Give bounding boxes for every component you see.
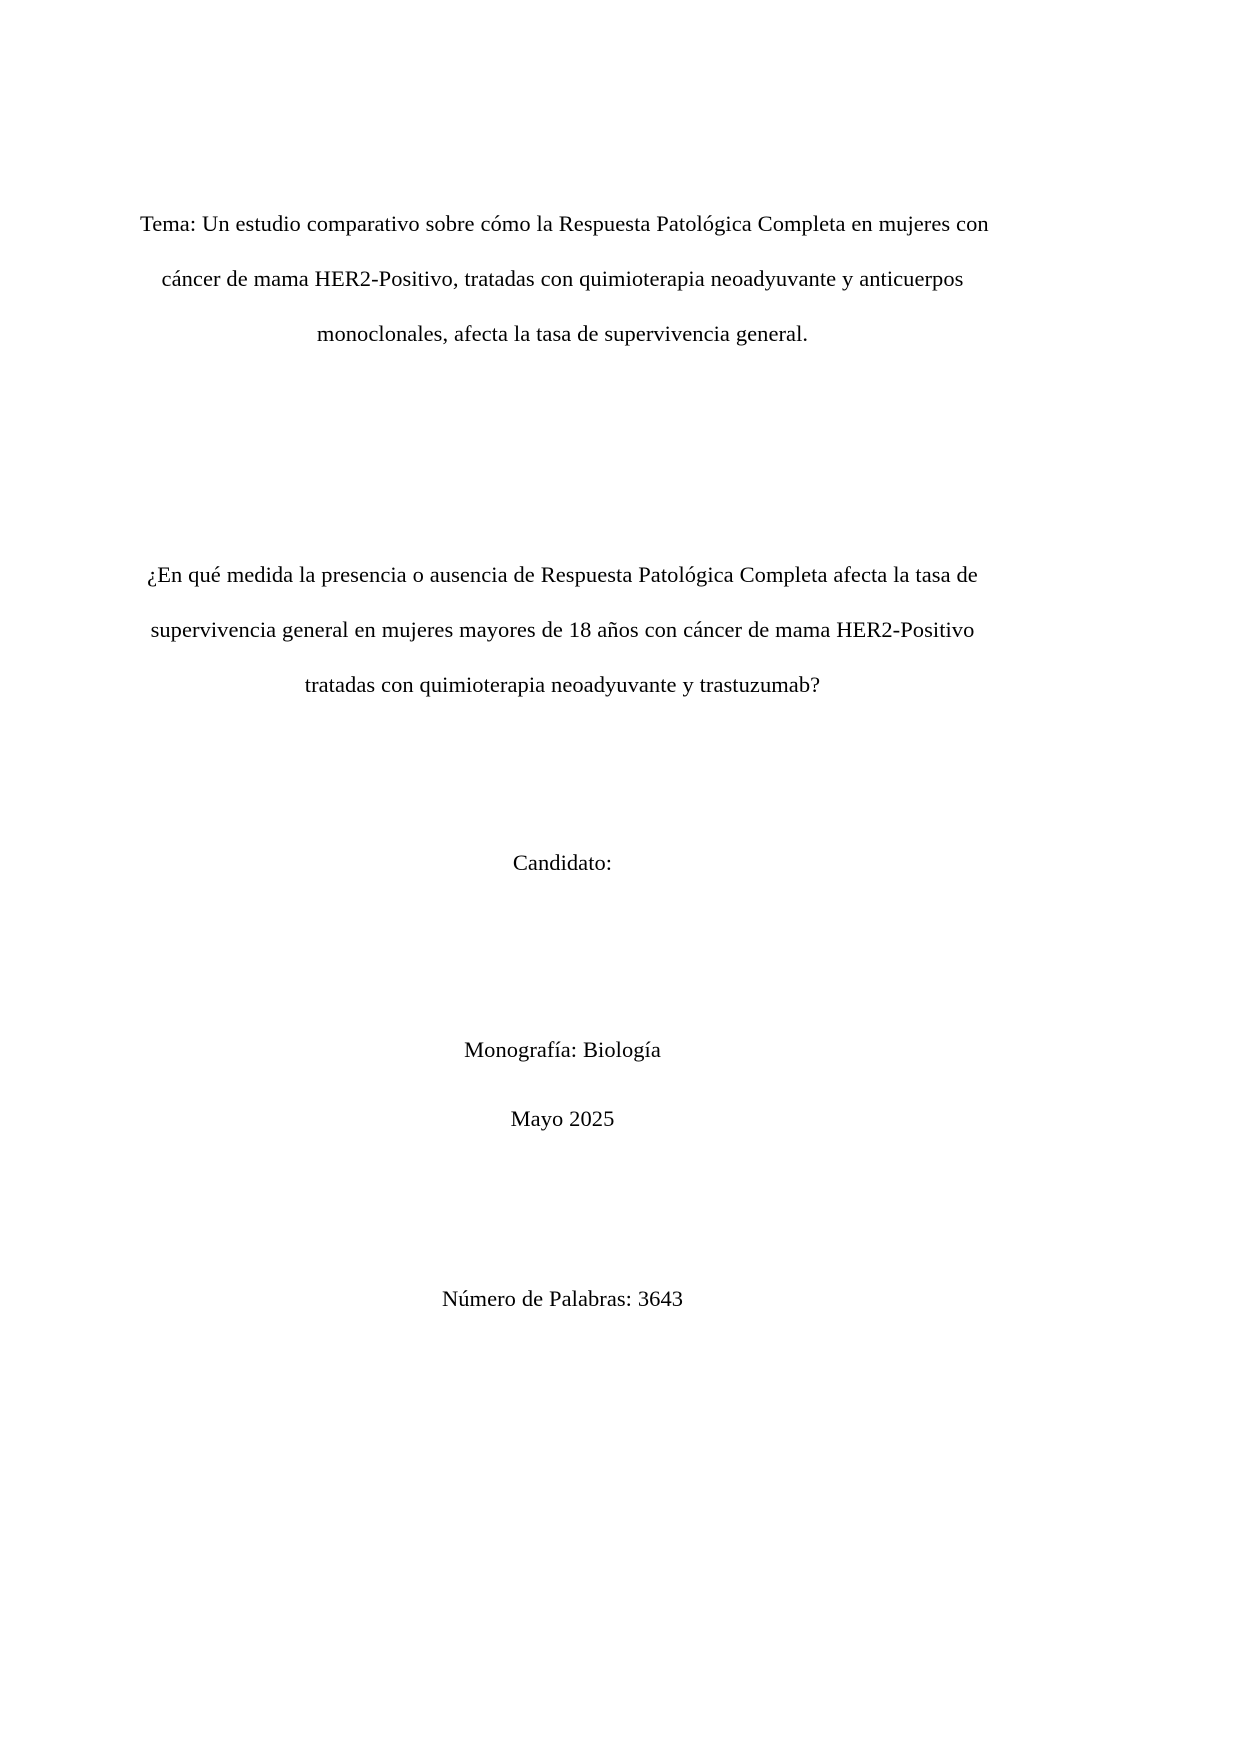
date-line (140, 1091, 985, 1146)
question-to-candidate-spacer (140, 712, 985, 835)
candidate-label (140, 835, 985, 890)
essay-title-line-2: cáncer de mama HER2-Positivo, tratadas con quimioterapia neoadyuvante y anticuerpos (161, 266, 964, 291)
date-line-text: Mayo 2025 (510, 1106, 615, 1131)
research-question-block (140, 547, 985, 712)
title-to-question-spacer (140, 361, 985, 547)
research-question-line-3: tratadas con quimioterapia neoadyuvante y trastuzumab? (304, 672, 821, 697)
page-content-column (140, 0, 989, 1326)
research-question-line-1: ¿En qué medida la presencia o ausencia de Respuesta Patológica Completa afecta la tasa de (147, 562, 978, 587)
candidate-to-subject-spacer (140, 890, 985, 1022)
top-margin-spacer (140, 0, 985, 196)
research-question-line-2: supervivencia general en mujeres mayores de 18 años con cáncer de mama HER2-Positivo (150, 617, 975, 642)
subject-line-text: Monografía: Biología (464, 1037, 661, 1062)
word-count-line (140, 1271, 985, 1326)
essay-title-line-3: monoclonales, afecta la tasa de supervivencia general. (316, 321, 809, 346)
subject-to-date-spacer (140, 1077, 985, 1091)
date-to-wordcount-spacer (140, 1146, 985, 1271)
candidate-label-text: Candidato: (512, 850, 613, 875)
essay-title-line-1: Tema: Un estudio comparativo sobre cómo la Respuesta Patológica Completa en mujeres con (140, 211, 989, 236)
subject-line (140, 1022, 985, 1077)
essay-title-block (140, 196, 989, 361)
word-count-text: Número de Palabras: 3643 (441, 1286, 684, 1311)
